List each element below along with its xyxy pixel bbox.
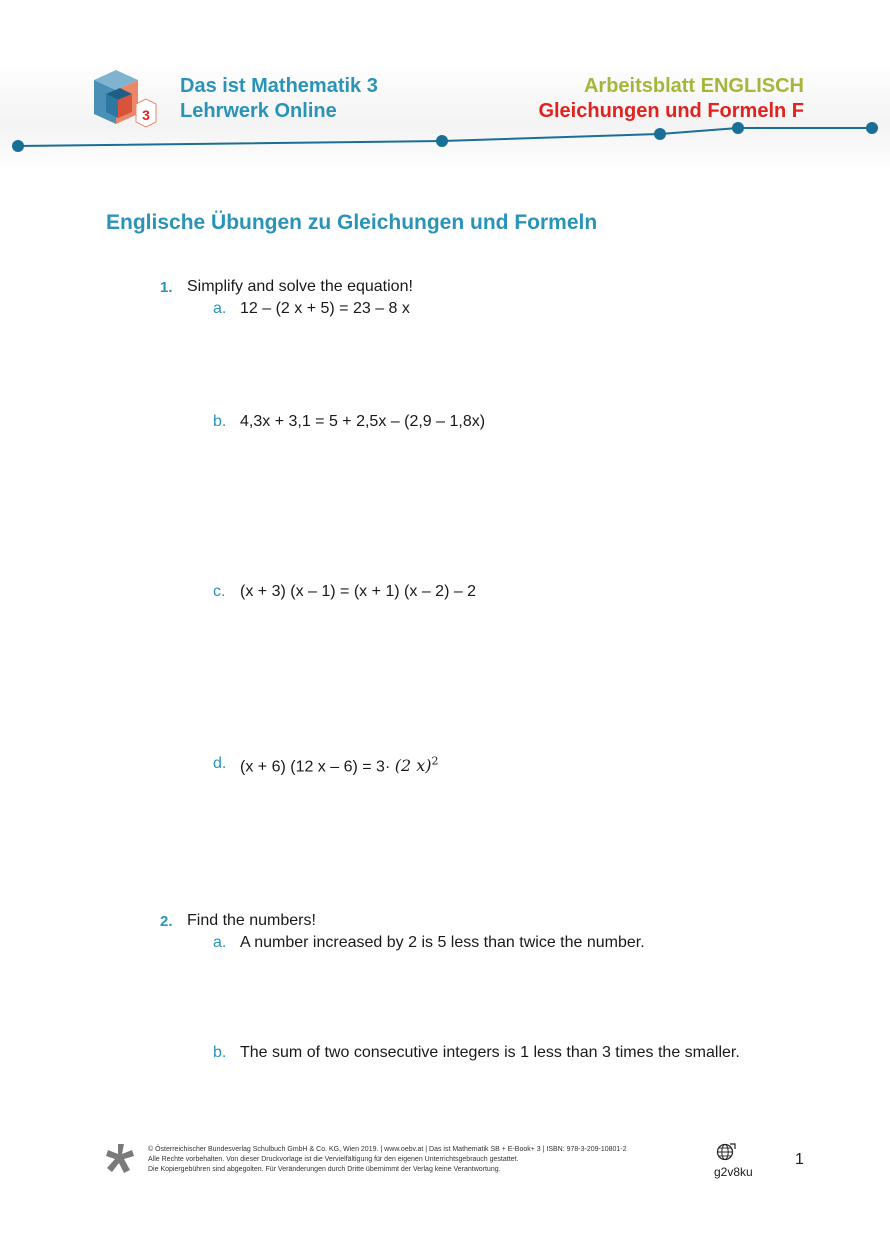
task-1-number: 1. [160,279,173,296]
page-title: Englische Übungen zu Gleichungen und Formeln [106,211,598,234]
task-1d-math [395,756,439,775]
series-subtitle: Lehrwerk Online [180,100,337,122]
task-1d-letter: d. [213,755,227,772]
task-2b-letter: b. [213,1044,227,1061]
task-2-instruction: Find the numbers! [187,912,316,929]
task-1b-letter: b. [213,413,227,430]
timeline-dot [732,122,744,134]
timeline-dot [436,135,448,147]
task-1a-letter: a. [213,300,227,317]
task-2a-text: A number increased by 2 is 5 less than twice the number. [240,934,645,951]
footer-line-3: Die Kopiergebühren sind abgegolten. Für Veränderungen durch Dritte übernimmt der Verlag keine Verantwortung. [148,1166,501,1173]
task-1c-equation: (x + 3) (x – 1) = (x + 1) (x – 2) – 2 [240,583,477,600]
task-1a-equation: 12 – (2 x + 5) = 23 – 8 x [240,300,410,317]
footer-copyright [148,1145,627,1175]
task-1d-math-base: (2 x) [394,756,432,776]
task-1d-exponent: 2 [431,755,439,768]
task-2b-text: The sum of two consecutive integers is 1 less than 3 times the smaller. [240,1044,740,1061]
logo-number: 3 [142,107,150,123]
task-2a-letter: a. [213,934,227,951]
sheet-language: Arbeitsblatt ENGLISCH [583,75,804,97]
sheet-topic: Gleichungen und Formeln F [538,100,804,122]
task-1c-letter: c. [213,583,226,600]
task-1-instruction: Simplify and solve the equation! [187,278,413,295]
task-1d-equation [240,755,439,776]
timeline-decoration [0,110,890,160]
series-name: Das ist Mathematik 3 [180,75,378,97]
footer-line-2: Alle Rechte vorbehalten. Von dieser Druckvorlage ist die Vervielfältigung für den eigenen Unterrichtsgebrauch gestattet. [148,1156,519,1163]
globe-icon [716,1142,736,1162]
publisher-logo-icon [104,1142,136,1174]
timeline-dot [654,128,666,140]
footer-line-1: © Österreichischer Bundesverlag Schulbuch GmbH & Co. KG, Wien 2019. | www.oebv.at | Das ist Mathematik SB + E-Book+ 3 | ISBN: 978-3-209-10801-2 [148,1146,627,1153]
task-1d-equation-text: (x + 6) (12 x – 6) = 3· [240,758,391,776]
online-code: g2v8ku [714,1165,753,1179]
timeline-dot [12,140,24,152]
task-2-number: 2. [160,913,173,930]
page-number: 1 [795,1151,804,1168]
task-1b-equation: 4,3x + 3,1 = 5 + 2,5x – (2,9 – 1,8x) [240,413,486,430]
timeline-dot [866,122,878,134]
